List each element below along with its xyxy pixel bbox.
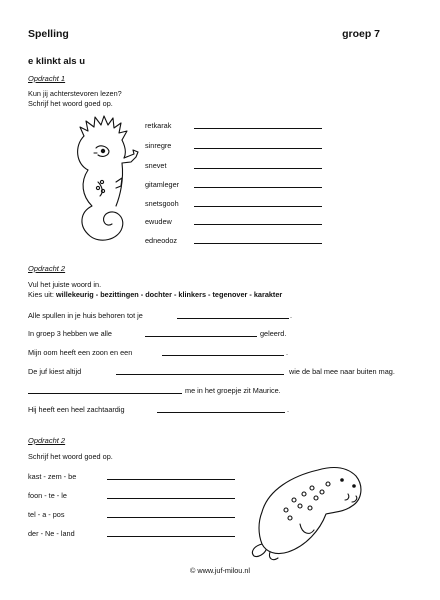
reversed-word-7: edneodoz (145, 236, 178, 245)
syllable-item-3: tel - a - pos (28, 510, 65, 519)
reversed-word-1: retkarak (145, 121, 172, 130)
syllable-item-2: foon - te - le (28, 491, 67, 500)
reversed-word-3: snevet (145, 161, 167, 170)
subject-label: Spelling (28, 28, 69, 40)
sentence-3-end: . (286, 348, 289, 357)
sentence-3-start: Mijn oom heeft een zoon en een (28, 348, 133, 357)
sentence-2-start: In groep 3 hebben we alle (28, 329, 112, 338)
sentence-4-end: wie de bal mee naar buiten mag. (289, 367, 395, 376)
syllable-item-1: kast - zem - be (28, 472, 77, 481)
reversed-word-2: sinregre (145, 141, 172, 150)
sentence-6-end: . (287, 405, 290, 414)
section1-intro-2: Schrijf het woord goed op. (28, 99, 113, 108)
sentence-4-start: De juf kiest altijd (28, 367, 82, 376)
section2-heading: Opdracht 2 (28, 264, 66, 273)
page-title: e klinkt als u (28, 56, 86, 67)
sentence-1-end: . (290, 311, 293, 320)
section3-heading: Opdracht 2 (28, 436, 66, 445)
reversed-word-4: gitamleger (145, 180, 180, 189)
sentence-1-start: Alle spullen in je huis behoren tot je (28, 311, 143, 320)
reversed-word-6: ewudew (145, 217, 172, 226)
syllable-item-4: der - Ne - land (28, 529, 75, 538)
footer-copyright: © www.juf-milou.nl (189, 566, 251, 575)
reversed-word-5: snetsgooh (145, 199, 179, 208)
section3-intro: Schrijf het woord goed op. (28, 452, 113, 461)
section1-heading: Opdracht 1 (28, 74, 66, 83)
word-bank-label: Kies uit: (28, 290, 54, 299)
group-label: groep 7 (342, 28, 380, 40)
word-bank-words: willekeurig - bezittingen - dochter - klinkers - tegenover - karakter (56, 290, 283, 299)
sentence-2-end: geleerd. (260, 329, 287, 338)
sentence-5-end: me in het groepje zit Maurice. (185, 386, 281, 395)
section1-intro-1: Kun jij achterstevoren lezen? (28, 89, 122, 98)
section2-intro: Vul het juiste woord in. (28, 280, 102, 289)
sentence-6-start: Hij heeft een heel zachtaardig (28, 405, 125, 414)
